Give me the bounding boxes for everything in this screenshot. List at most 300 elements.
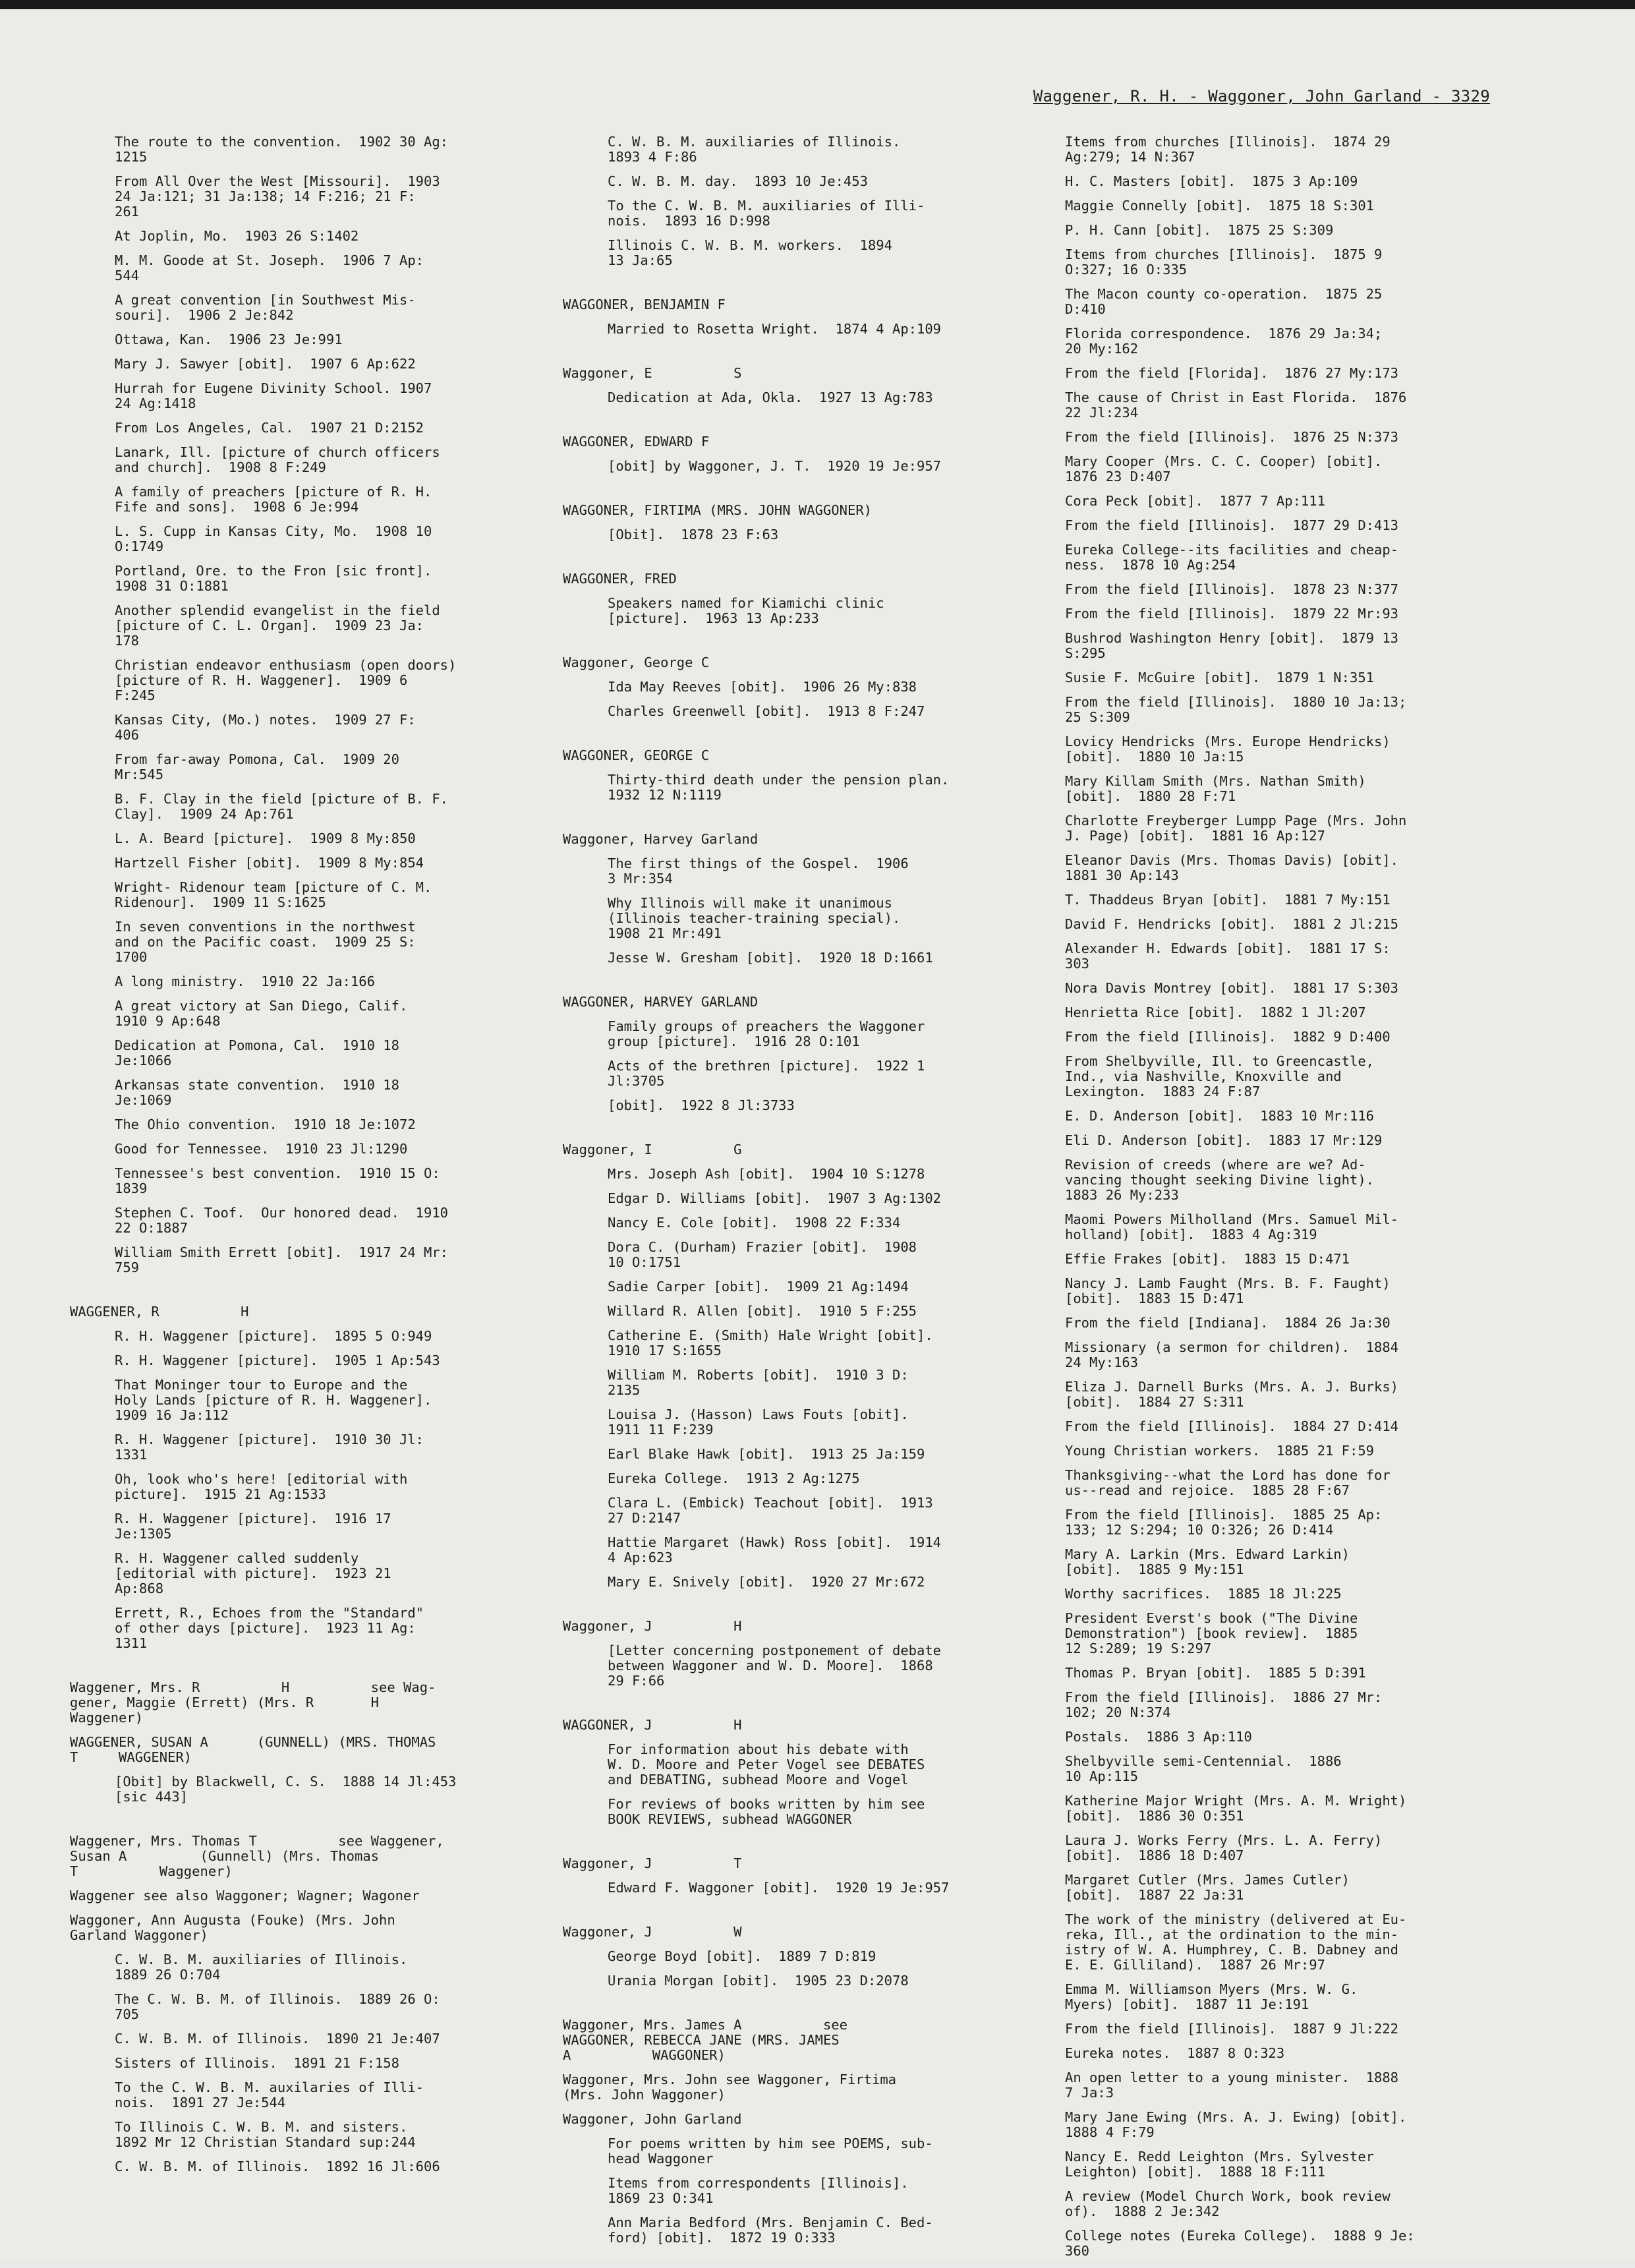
index-entry: [1043, 1754, 1504, 1784]
section-gap: [585, 483, 1027, 503]
entry-line: Missionary (a sermon for children). 1884: [1065, 1339, 1399, 1355]
entry-line: Maggie Connelly [obit]. 1875 18 S:301: [1065, 198, 1374, 214]
index-entry: [92, 658, 534, 703]
index-entry: [585, 772, 1027, 803]
index-entry: [585, 1215, 1027, 1231]
section-gap: [585, 1905, 1027, 1925]
index-entry: [1043, 2021, 1504, 2037]
index-entry: [92, 856, 534, 871]
name-heading: [563, 571, 1027, 587]
entry-line: 3 Mr:354: [608, 871, 673, 887]
entry-line: [obit]. 1886 18 D:407: [1065, 1847, 1244, 1863]
entry-line: C. W. B. M. auxiliaries of Illinois.: [115, 1952, 408, 1967]
entry-line: R. H. Waggener [picture]. 1895 5 O:949: [115, 1328, 432, 1344]
entry-line: A great convention [in Southwest Mis-: [115, 292, 416, 308]
heading-line: Waggoner, Mrs. James A see: [563, 2017, 847, 2033]
entry-line: and on the Pacific coast. 1909 25 S:: [115, 934, 416, 950]
entry-line: Dedication at Pomona, Cal. 1910 18: [115, 1037, 399, 1053]
entry-line: 1839: [115, 1180, 148, 1196]
heading-line: Waggoner, John Garland: [563, 2111, 742, 2127]
entry-line: College notes (Eureka College). 1888 9 Je:: [1065, 2228, 1415, 2244]
entry-line: Sisters of Illinois. 1891 21 F:158: [115, 2055, 399, 2071]
entry-line: Ann Maria Bedford (Mrs. Benjamin C. Bed-: [608, 2215, 933, 2230]
section-gap: [92, 1285, 534, 1304]
index-entry: [1043, 1586, 1504, 1602]
entry-line: W. D. Moore and Peter Vogel see DEBATES: [608, 1757, 925, 1772]
index-entry: [1043, 1109, 1504, 1124]
entry-line: Why Illinois will make it unanimous: [608, 895, 892, 911]
index-entry: [92, 880, 534, 910]
index-entry: [585, 1496, 1027, 1526]
heading-line: WAGGONER, BENJAMIN F: [563, 297, 726, 312]
entry-line: From the field [Illinois]. 1880 10 Ja:13;: [1065, 694, 1407, 710]
entry-line: souri]. 1906 2 Je:842: [115, 307, 294, 323]
entry-line: Ridenour]. 1909 11 S:1625: [115, 894, 326, 910]
index-entry: [585, 1949, 1027, 1964]
entry-line: 10 O:1751: [608, 1254, 681, 1270]
index-entry: [92, 919, 534, 965]
entry-line: 20 My:162: [1065, 341, 1139, 357]
entry-line: 24 Ag:1418: [115, 395, 196, 411]
entry-line: To the C. W. B. M. auxiliaries of Illi-: [608, 198, 925, 214]
entry-line: Ida May Reeves [obit]. 1906 26 My:838: [608, 679, 917, 695]
index-entry: [92, 712, 534, 743]
entry-line: Alexander H. Edwards [obit]. 1881 17 S:: [1065, 941, 1391, 956]
entry-line: and church]. 1908 8 F:249: [115, 459, 326, 475]
heading-line: Waggoner, Harvey Garland: [563, 831, 759, 847]
entry-line: The route to the convention. 1902 30 Ag:: [115, 134, 449, 150]
index-entry: [1043, 1611, 1504, 1656]
entry-line: 1892 Mr 12 Christian Standard sup:244: [115, 2134, 416, 2150]
entry-line: From the field [Illinois]. 1879 22 Mr:93: [1065, 606, 1399, 622]
entry-line: The work of the ministry (delivered at Eu-: [1065, 1911, 1407, 1927]
entry-line: Arkansas state convention. 1910 18: [115, 1077, 399, 1093]
name-heading: [563, 1856, 1027, 1871]
entry-line: B. F. Clay in the field [picture of B. F.: [115, 791, 449, 807]
index-entry: [585, 896, 1027, 941]
index-entry: [1043, 542, 1504, 573]
index-entry: [585, 198, 1027, 229]
entry-line: (Illinois teacher-training special).: [608, 910, 901, 926]
entry-line: 1331: [115, 1447, 148, 1463]
index-entry: [92, 831, 534, 846]
entry-line: In seven conventions in the northwest: [115, 919, 416, 935]
entry-line: 22 O:1887: [115, 1220, 188, 1236]
entry-line: 24 My:163: [1065, 1354, 1139, 1370]
entry-line: and DEBATING, subhead Moore and Vogel: [608, 1772, 909, 1788]
column-right: [1043, 134, 1504, 2268]
entry-line: From Los Angeles, Cal. 1907 21 D:2152: [115, 420, 424, 436]
index-entry: [92, 1206, 534, 1236]
entry-line: of). 1888 2 Je:342: [1065, 2203, 1220, 2219]
entry-line: Another splendid evangelist in the field: [115, 602, 440, 618]
index-entry: [92, 484, 534, 515]
entry-line: 133; 12 S:294; 10 O:326; 26 D:414: [1065, 1522, 1334, 1538]
name-heading: [563, 503, 1027, 518]
entry-line: Mary Cooper (Mrs. C. C. Cooper) [obit].: [1065, 453, 1383, 469]
entry-line: M. M. Goode at St. Joseph. 1906 7 Ap:: [115, 252, 424, 268]
entry-line: Maomi Powers Milholland (Mrs. Samuel Mil-: [1065, 1211, 1399, 1227]
section-gap: [585, 415, 1027, 434]
entry-line: 27 D:2147: [608, 1510, 681, 1526]
index-entry: [1043, 1212, 1504, 1242]
heading-line: WAGGONER, EDWARD F: [563, 434, 710, 450]
entry-line: 102; 20 N:374: [1065, 1704, 1171, 1720]
entry-line: Items from churches [Illinois]. 1875 9: [1065, 247, 1383, 262]
entry-line: The C. W. B. M. of Illinois. 1889 26 O:: [115, 1991, 440, 2007]
index-entry: [92, 134, 534, 165]
index-entry: [1043, 366, 1504, 381]
index-entry: [92, 445, 534, 475]
name-heading: [563, 1925, 1027, 1940]
index-entry: [92, 1038, 534, 1068]
index-entry: [92, 421, 534, 436]
entry-line: Edward F. Waggoner [obit]. 1920 19 Je:957: [608, 1880, 950, 1896]
index-entry: [1043, 981, 1504, 996]
column-middle: [563, 134, 1027, 2255]
entry-line: 7 Ja:3: [1065, 2085, 1114, 2101]
entry-line: Demonstration") [book review]. 1885: [1065, 1625, 1358, 1641]
index-entry: [92, 1511, 534, 1542]
index-entry: [585, 1797, 1027, 1827]
entry-line: Eureka College. 1913 2 Ag:1275: [608, 1470, 860, 1486]
entry-line: Dedication at Ada, Okla. 1927 13 Ag:783: [608, 390, 933, 405]
index-entry: [92, 1078, 534, 1108]
entry-line: F:245: [115, 687, 156, 703]
entry-line: Clara L. (Embick) Teachout [obit]. 1913: [608, 1495, 933, 1511]
entry-line: For information about his debate with: [608, 1741, 909, 1757]
entry-line: Je:1305: [115, 1526, 172, 1542]
entry-line: O:1749: [115, 538, 164, 554]
index-entry: [1043, 390, 1504, 421]
entry-line: From far-away Pomona, Cal. 1909 20: [115, 751, 399, 767]
entry-line: Lexington. 1883 24 F:87: [1065, 1084, 1261, 1099]
entry-line: R. H. Waggener [picture]. 1916 17: [115, 1511, 391, 1527]
index-entry: [1043, 2070, 1504, 2101]
entry-line: Charles Greenwell [obit]. 1913 8 F:247: [608, 703, 925, 719]
entry-line: Mrs. Joseph Ash [obit]. 1904 10 S:1278: [608, 1166, 925, 1182]
index-entry: [585, 1575, 1027, 1590]
heading-line: WAGGENER, R H: [70, 1304, 249, 1320]
index-entry: [92, 2159, 534, 2174]
entry-line: Myers) [obit]. 1887 11 Je:191: [1065, 1996, 1309, 2012]
index-entry: [1043, 1054, 1504, 1099]
entry-line: reka, Ill., at the ordination to the min-: [1065, 1927, 1399, 1942]
index-entry: [1043, 134, 1504, 165]
entry-line: Eli D. Anderson [obit]. 1883 17 Mr:129: [1065, 1132, 1383, 1148]
entry-line: From Shelbyville, Ill. to Greencastle,: [1065, 1053, 1374, 1069]
index-entry: [1043, 1030, 1504, 1045]
index-entry: [92, 1551, 534, 1596]
entry-line: 1893 4 F:86: [608, 149, 697, 165]
index-entry: [92, 1378, 534, 1423]
heading-line: Waggener): [70, 1710, 144, 1726]
index-entry: [585, 390, 1027, 405]
index-entry: [92, 2080, 534, 2110]
index-entry: [1043, 2046, 1504, 2061]
entry-line: From the field [Illinois]. 1886 27 Mr:: [1065, 1689, 1383, 1705]
index-entry: [585, 1240, 1027, 1270]
entry-line: E. E. Gilliland). 1887 26 Mr:97: [1065, 1957, 1325, 1973]
entry-line: 24 Ja:121; 31 Ja:138; 14 F:216; 21 F:: [115, 189, 416, 204]
heading-line: Garland Waggoner): [70, 1927, 208, 1943]
entry-line: S:295: [1065, 645, 1106, 661]
entry-line: From the field [Illinois]. 1878 23 N:377: [1065, 581, 1399, 597]
entry-line: 303: [1065, 956, 1090, 972]
entry-line: Worthy sacrifices. 1885 18 Jl:225: [1065, 1586, 1342, 1602]
entry-line: Wright- Ridenour team [picture of C. M.: [115, 879, 432, 895]
index-entry: [92, 1472, 534, 1502]
entry-line: 10 Ap:115: [1065, 1768, 1139, 1784]
entry-line: Speakers named for Kiamichi clinic: [608, 595, 884, 611]
entry-line: 2135: [608, 1382, 641, 1398]
index-entry: [1043, 2149, 1504, 2180]
index-entry: [1043, 734, 1504, 765]
entry-line: Mary J. Sawyer [obit]. 1907 6 Ap:622: [115, 356, 416, 372]
index-entry: [1043, 1380, 1504, 1410]
index-entry: [585, 527, 1027, 542]
index-entry: [1043, 2110, 1504, 2140]
name-heading: [563, 297, 1027, 312]
index-entry: [1043, 1133, 1504, 1148]
entry-line: From the field [Illinois]. 1876 25 N:373: [1065, 429, 1399, 445]
index-entry: [1043, 1873, 1504, 1903]
index-entry: [1043, 1157, 1504, 1203]
section-gap: [585, 277, 1027, 297]
entry-line: L. A. Beard [picture]. 1909 8 My:850: [115, 830, 416, 846]
entry-line: Tennessee's best convention. 1910 15 O:: [115, 1165, 440, 1181]
name-heading: [563, 434, 1027, 450]
entry-line: vancing thought seeking Divine light).: [1065, 1172, 1374, 1188]
entry-line: ness. 1878 10 Ag:254: [1065, 557, 1236, 573]
entry-line: Errett, R., Echoes from the "Standard": [115, 1605, 424, 1621]
entry-line: [obit]. 1880 10 Ja:15: [1065, 749, 1244, 765]
name-heading: [70, 1888, 534, 1904]
entry-line: Eureka College--its facilities and cheap-: [1065, 542, 1399, 558]
entry-line: [picture of C. L. Organ]. 1909 23 Ja:: [115, 618, 424, 633]
section-gap: [585, 812, 1027, 832]
index-entry: [1043, 1276, 1504, 1306]
entry-line: nois. 1891 27 Je:544: [115, 2095, 286, 2110]
entry-line: From All Over the West [Missouri]. 1903: [115, 173, 440, 189]
heading-line: gener, Maggie (Errett) (Mrs. R H: [70, 1695, 379, 1710]
name-heading: [70, 1304, 534, 1320]
entry-line: Thomas P. Bryan [obit]. 1885 5 D:391: [1065, 1665, 1366, 1681]
entry-line: R. H. Waggener [picture]. 1905 1 Ap:543: [115, 1352, 440, 1368]
entry-line: Oh, look who's here! [editorial with: [115, 1471, 408, 1487]
entry-line: Edgar D. Williams [obit]. 1907 3 Ag:1302: [608, 1190, 942, 1206]
entry-line: For reviews of books written by him see: [608, 1796, 925, 1812]
index-entry: [1043, 631, 1504, 661]
name-heading: [70, 1735, 534, 1765]
entry-line: H. C. Masters [obit]. 1875 3 Ap:109: [1065, 173, 1358, 189]
index-entry: [92, 1142, 534, 1157]
index-entry: [585, 322, 1027, 337]
entry-line: [Obit]. 1878 23 F:63: [608, 527, 779, 542]
entry-line: C. W. B. M. auxiliaries of Illinois.: [608, 134, 901, 150]
entry-line: Henrietta Rice [obit]. 1882 1 Jl:207: [1065, 1004, 1366, 1020]
index-entry: [585, 1368, 1027, 1398]
name-heading: [563, 1619, 1027, 1634]
index-entry: [92, 752, 534, 782]
index-entry: [585, 238, 1027, 268]
entry-line: 1908 21 Mr:491: [608, 925, 722, 941]
index-entry: [92, 293, 534, 323]
entry-line: [Obit] by Blackwell, C. S. 1888 14 Jl:453: [115, 1774, 457, 1789]
entry-line: [obit]. 1885 9 My:151: [1065, 1561, 1244, 1577]
entry-line: Laura J. Works Ferry (Mrs. L. A. Ferry): [1065, 1832, 1383, 1848]
entry-line: Eleanor Davis (Mrs. Thomas Davis) [obit].: [1065, 852, 1399, 868]
entry-line: From the field [Illinois]. 1885 25 Ap:: [1065, 1507, 1383, 1523]
entry-line: 1911 11 F:239: [608, 1422, 714, 1438]
entry-line: A family of preachers [picture of R. H.: [115, 484, 432, 500]
entry-line: nois. 1893 16 D:998: [608, 213, 770, 229]
entry-line: Nancy J. Lamb Faught (Mrs. B. F. Faught): [1065, 1275, 1391, 1291]
index-entry: [92, 2056, 534, 2071]
entry-line: Mary E. Snively [obit]. 1920 27 Mr:672: [608, 1574, 925, 1590]
entry-line: Holy Lands [picture of R. H. Waggener].: [115, 1392, 432, 1408]
entry-line: Je:1066: [115, 1053, 172, 1068]
entry-line: President Everst's book ("The Divine: [1065, 1610, 1358, 1626]
index-entry: [1043, 1547, 1504, 1577]
index-entry: [92, 1329, 534, 1344]
section-gap: [585, 635, 1027, 655]
section-gap: [585, 975, 1027, 995]
entry-line: group [picture]. 1916 28 O:101: [608, 1033, 860, 1049]
index-entry: [585, 856, 1027, 887]
entry-line: William Smith Errett [obit]. 1917 24 Mr:: [115, 1244, 449, 1260]
index-entry: [92, 2120, 534, 2150]
entry-line: From the field [Illinois]. 1877 29 D:413: [1065, 517, 1399, 533]
section-gap: [585, 1836, 1027, 1856]
index-entry: [1043, 1833, 1504, 1863]
index-entry: [585, 1098, 1027, 1113]
index-entry: [585, 459, 1027, 474]
entry-line: [obit]. 1883 15 D:471: [1065, 1291, 1244, 1306]
index-entry: [1043, 813, 1504, 844]
index-entry: [585, 596, 1027, 626]
index-entry: [1043, 1340, 1504, 1370]
index-entry: [1043, 174, 1504, 189]
entry-line: Kansas City, (Mo.) notes. 1909 27 F:: [115, 712, 416, 728]
name-heading: [563, 655, 1027, 670]
entry-line: Earl Blake Hawk [obit]. 1913 25 Ja:159: [608, 1446, 925, 1462]
heading-line: WAGGONER, REBECCA JANE (MRS. JAMES: [563, 2032, 840, 2048]
entry-line: Lanark, Ill. [picture of church officers: [115, 444, 440, 460]
entry-line: The Macon county co-operation. 1875 25: [1065, 286, 1383, 302]
heading-line: Susan A (Gunnell) (Mrs. Thomas: [70, 1848, 379, 1864]
index-entry: [92, 603, 534, 649]
entry-line: Mary A. Larkin (Mrs. Edward Larkin): [1065, 1546, 1350, 1562]
entry-line: From the field [Illinois]. 1882 9 D:400: [1065, 1029, 1391, 1045]
entry-line: [obit] by Waggoner, J. T. 1920 19 Je:957: [608, 458, 942, 474]
entry-line: [sic 443]: [115, 1789, 188, 1805]
entry-line: Christian endeavor enthusiasm (open doors): [115, 657, 457, 673]
index-entry: [585, 704, 1027, 719]
index-entry: [92, 999, 534, 1029]
index-entry: [585, 1059, 1027, 1089]
entry-line: Catherine E. (Smith) Hale Wright [obit].: [608, 1327, 933, 1343]
index-entry: [585, 1742, 1027, 1788]
index-entry: [92, 1117, 534, 1132]
index-entry: [1043, 670, 1504, 685]
heading-line: Waggoner, Ann Augusta (Fouke) (Mrs. John: [70, 1912, 395, 1928]
entry-line: David F. Hendricks [obit]. 1881 2 Jl:215: [1065, 916, 1399, 932]
name-heading: [70, 1913, 534, 1943]
entry-line: 1215: [115, 149, 148, 165]
entry-line: Stephen C. Toof. Our honored dead. 1910: [115, 1205, 449, 1221]
entry-line: Hattie Margaret (Hawk) Ross [obit]. 1914: [608, 1534, 942, 1550]
entry-line: Margaret Cutler (Mrs. James Cutler): [1065, 1872, 1350, 1888]
entry-line: Portland, Ore. to the Fron [sic front].: [115, 563, 432, 579]
name-heading: [563, 366, 1027, 381]
entry-line: head Waggoner: [608, 2151, 714, 2166]
entry-line: William M. Roberts [obit]. 1910 3 D:: [608, 1367, 909, 1383]
index-entry: [585, 680, 1027, 695]
entry-line: Jl:3705: [608, 1073, 665, 1089]
entry-line: R. H. Waggener called suddenly: [115, 1550, 359, 1566]
entry-line: C. W. B. M. of Illinois. 1890 21 Je:407: [115, 2031, 440, 2047]
index-entry: [1043, 582, 1504, 597]
index-entry: [92, 1353, 534, 1368]
index-entry: [92, 524, 534, 554]
entry-line: 1932 12 N:1119: [608, 787, 722, 803]
entry-line: Eureka notes. 1887 8 O:323: [1065, 2045, 1285, 2061]
heading-line: Waggener see also Waggoner; Wagner; Wagoner: [70, 1888, 420, 1904]
name-heading: [563, 2018, 1027, 2063]
index-entry: [1043, 1419, 1504, 1434]
index-entry: [1043, 695, 1504, 725]
heading-line: WAGGONER, J H: [563, 1717, 742, 1733]
heading-line: T WAGGENER): [70, 1749, 192, 1765]
column-left: [70, 134, 534, 2184]
entry-line: The cause of Christ in East Florida. 1876: [1065, 390, 1407, 405]
index-entry: [1043, 774, 1504, 804]
entry-line: Clay]. 1909 24 Ap:761: [115, 806, 294, 822]
entry-line: [obit]. 1887 22 Ja:31: [1065, 1887, 1244, 1903]
entry-line: From the field [Illinois]. 1887 9 Jl:222: [1065, 2021, 1399, 2037]
heading-line: A WAGGONER): [563, 2047, 726, 2063]
entry-line: Mr:545: [115, 767, 164, 782]
entry-line: L. S. Cupp in Kansas City, Mo. 1908 10: [115, 523, 432, 539]
entry-line: From the field [Illinois]. 1884 27 D:414: [1065, 1418, 1399, 1434]
entry-line: Willard R. Allen [obit]. 1910 5 F:255: [608, 1303, 917, 1319]
entry-line: Thanksgiving--what the Lord has done for: [1065, 1467, 1391, 1483]
entry-line: 22 Jl:234: [1065, 405, 1139, 421]
index-entry: [585, 174, 1027, 189]
entry-line: Mary Jane Ewing (Mrs. A. J. Ewing) [obit].: [1065, 2109, 1407, 2125]
index-entry: [585, 1535, 1027, 1565]
entry-line: The first things of the Gospel. 1906: [608, 856, 909, 871]
entry-line: 25 S:309: [1065, 709, 1130, 725]
entry-line: 13 Ja:65: [608, 252, 673, 268]
entry-line: 1910 17 S:1655: [608, 1343, 722, 1358]
heading-line: WAGGONER, HARVEY GARLAND: [563, 994, 759, 1010]
entry-line: P. H. Cann [obit]. 1875 25 S:309: [1065, 222, 1334, 238]
name-heading: [563, 832, 1027, 847]
entry-line: Items from correspondents [Illinois].: [608, 2175, 909, 2191]
entry-line: ford) [obit]. 1872 19 O:333: [608, 2230, 836, 2246]
index-entry: [92, 332, 534, 347]
entry-line: 1869 23 O:341: [608, 2190, 714, 2206]
section-gap: [585, 346, 1027, 366]
heading-line: T Waggener): [70, 1863, 233, 1879]
entry-line: holland) [obit]. 1883 4 Ag:319: [1065, 1227, 1317, 1242]
entry-line: Thirty-third death under the pension plan.: [608, 772, 950, 788]
entry-line: Revision of creeds (where are we? Ad-: [1065, 1157, 1366, 1173]
entry-line: Cora Peck [obit]. 1877 7 Ap:111: [1065, 493, 1325, 509]
index-entry: [585, 1447, 1027, 1462]
